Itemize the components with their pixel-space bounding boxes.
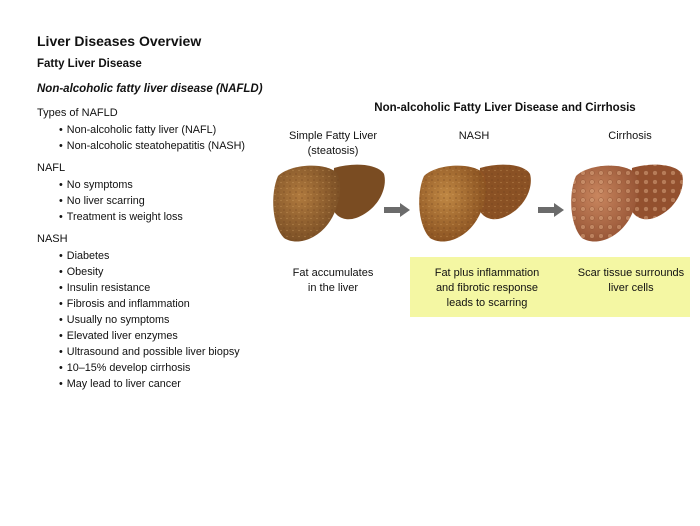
list-item: • Non-alcoholic fatty liver (NAFL) <box>59 122 245 138</box>
list-item: • Insulin resistance <box>59 280 240 296</box>
caption-cirrhosis <box>566 266 696 296</box>
caption-line: and fibrotic response <box>435 282 539 294</box>
caption-nash <box>412 266 562 311</box>
nash-liver-illustration <box>418 160 538 248</box>
caption-steatosis <box>268 266 398 296</box>
stage-label-line: Simple Fatty Liver <box>288 130 378 142</box>
cirrhosis-liver-illustration <box>570 160 690 248</box>
list-item: • Elevated liver enzymes <box>59 328 240 344</box>
section-heading: Fatty Liver Disease <box>37 58 142 70</box>
caption-line: Fat accumulates <box>292 267 374 279</box>
arrow-right-icon <box>384 203 410 217</box>
stage-label-line: NASH <box>458 130 490 142</box>
caption-line: leads to scarring <box>446 297 528 309</box>
fatty-liver-illustration <box>270 160 390 248</box>
types-section <box>37 107 245 154</box>
list-item: • Fibrosis and inflammation <box>59 296 240 312</box>
figure-title: Non-alcoholic Fatty Liver Disease and Cirrhosis <box>374 102 636 114</box>
stage-label-cirrhosis <box>570 129 690 144</box>
caption-line: liver cells <box>608 282 654 294</box>
list-item: • 10–15% develop cirrhosis <box>59 360 240 376</box>
caption-line: Fat plus inflammation <box>434 267 540 279</box>
stage-label-steatosis <box>268 129 398 159</box>
list-item: • Non-alcoholic steatohepatitis (NASH) <box>59 138 245 154</box>
caption-line: in the liver <box>307 282 359 294</box>
page-title: Liver Diseases Overview <box>37 33 202 49</box>
stage-label-line: (steatosis) <box>307 145 359 157</box>
nash-list <box>37 248 240 392</box>
nafl-list <box>37 177 183 225</box>
types-list <box>37 122 245 154</box>
list-item: • No symptoms <box>59 177 183 193</box>
list-item: • Usually no symptoms <box>59 312 240 328</box>
list-item: • No liver scarring <box>59 193 183 209</box>
list-item: • May lead to liver cancer <box>59 376 240 392</box>
list-item: • Treatment is weight loss <box>59 209 183 225</box>
list-item: • Ultrasound and possible liver biopsy <box>59 344 240 360</box>
nafl-title: NAFL <box>37 162 66 174</box>
list-item: • Diabetes <box>59 248 240 264</box>
list-item: • Obesity <box>59 264 240 280</box>
nash-title: NASH <box>37 233 68 245</box>
types-title: Types of NAFLD <box>37 107 118 119</box>
caption-line: Scar tissue surrounds <box>577 267 685 279</box>
nafl-section <box>37 162 183 225</box>
nash-section <box>37 233 240 392</box>
stage-label-line: Cirrhosis <box>608 130 652 142</box>
stage-label-nash <box>414 129 534 144</box>
arrow-right-icon <box>538 203 564 217</box>
nafld-heading: Non-alcoholic fatty liver disease (NAFLD) <box>37 83 263 95</box>
